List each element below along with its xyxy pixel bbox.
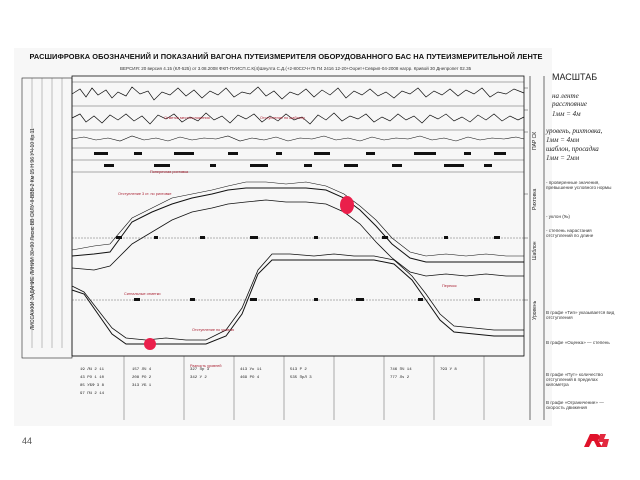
track-label-par: ПАР СК [532,131,538,150]
tape-graphic [14,48,552,426]
svg-text:327 Пр 3: 327 Пр 3 [190,368,210,372]
scale-line: 1мм = 2мм [546,154,580,162]
legend-item: В графе «Оценка» — степень [546,340,610,345]
legend-item: - степень нарастания отступлений по длине [546,228,594,238]
svg-text:313 УБ 1: 313 УБ 1 [132,384,152,388]
svg-text:97 ПЧ 2 14: 97 ПЧ 2 14 [80,392,105,396]
svg-text:208 РО 2: 208 РО 2 [132,376,152,380]
highlight-marker [144,338,156,350]
svg-text:777 Лч 2: 777 Лч 2 [390,376,410,380]
track-label-level: Уровень [532,300,538,320]
legend-item: - проверенные значения, превышение условного нормы [546,180,612,190]
callout-label: Разность уровней [190,364,222,368]
scale-line: уровень, рихтовка, [546,127,603,135]
callout-label: Отступление по шаблону [260,116,305,120]
svg-text:43 РО 1 10: 43 РО 1 10 [80,376,105,380]
callout-label: Отступление 3 ст. по рихтовке [118,192,172,196]
svg-text:157 ЛЧ 4: 157 ЛЧ 4 [132,368,152,372]
track-label-gauge: Шаблон [532,241,538,260]
scale-line: 1мм = 4мм [546,136,580,144]
svg-text:19 ЛЧ 2 11: 19 ЛЧ 2 11 [80,368,105,372]
svg-text:469 РО 4: 469 РО 4 [240,376,260,380]
callout-label: Поперечная рихтовка [150,170,189,174]
scale-line: на ленте [552,92,579,100]
svg-text:85 УБФ 3 8: 85 УБФ 3 8 [80,384,105,388]
document-title: РАСШИФРОВКА ОБОЗНАЧЕНИЙ И ПОКАЗАНИЙ ВАГОНА ПУТЕИЗМЕРИТЕЛЯ ОБОРУДОВАННОГО БАС НА ПУТЕИЗМЕРИТЕЛЬНОЙ ЛЕНТЕ [29,52,543,61]
callout-label: Сигнальные отметки [124,292,161,296]
scale-line: расстояние [552,100,588,108]
svg-text:342 У 2: 342 У 2 [190,376,207,380]
svg-text:746 ПЧ 14: 746 ПЧ 14 [390,368,412,372]
legend-item: В графе «Тип» указывается вид отступления [546,310,615,320]
legend-item: - уклон (‰) [546,214,570,219]
document-subtitle: ВЕРСИЯ: 20 версия 4.15 (КЛ-525) от 3.08.2008 ФКП-ПУИСП.С.К(4)Шеулта С.Д.(+2-80ССЧ+75 П4 2416 12-20+Оорет+Севрип-04-2008 нагрр. Кривой 30 Днепропет 02.35 [120,66,472,71]
callout-label: Перекос [442,284,457,288]
scale-line: шаблон, просадка [546,145,599,153]
legend-item: В графе «Ограничение» — скорость движения [546,400,604,410]
svg-text:535 ПрЛ 3: 535 ПрЛ 3 [290,376,312,380]
callout-label: Отметка местоположения [164,116,210,120]
tape-document [14,48,552,426]
svg-text:513 Р 2: 513 Р 2 [290,368,307,372]
page-number: 44 [22,436,33,446]
rzd-logo-icon [582,430,612,450]
svg-text:413 Ук 11: 413 Ук 11 [240,368,262,372]
track-label-alignment: Рихтовка [532,188,538,210]
highlight-marker [340,196,354,214]
legend-item: В графе «Пут» количество отступлений в пределах километра [546,372,603,387]
scale-heading: МАСШТАБ [552,72,598,82]
left-column-text: ЛИССАЖКИ ЗАДАНИЕ ЛИНИИ 30+90 Лисис ВВ СКЛУ-II-ВВВ-2 Км 15 Н 96 УЧ-10 Кр.11 [30,128,36,330]
callout-label: Отступление по уровню [192,328,235,332]
scale-line: 1мм = 4м [552,110,581,118]
svg-text:793 У 8: 793 У 8 [440,368,457,372]
